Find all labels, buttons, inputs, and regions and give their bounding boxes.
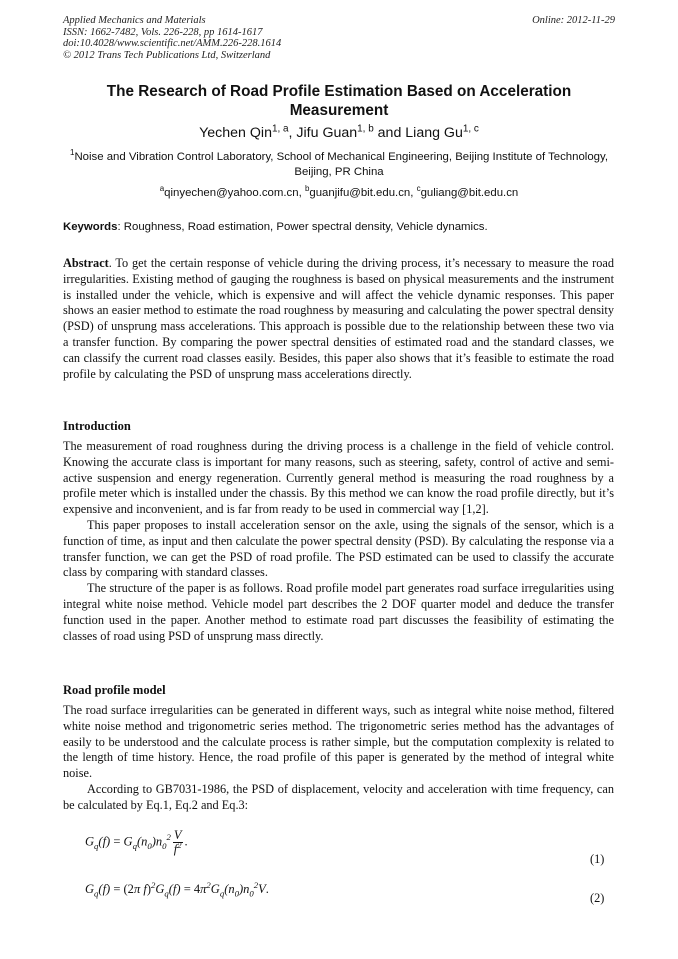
- author-name: Yechen Qin: [199, 125, 272, 141]
- author-list: Yechen Qin$^{1, a}$, Jifu Guan$^{1, b}$ and Liang Gu$^{1, c}$: [199, 123, 479, 141]
- author-sup: 1, b: [357, 123, 374, 135]
- keywords-text: : Roughness, Road estimation, Power spectral density, Vehicle dynamics.: [117, 221, 488, 233]
- paragraph: According to GB7031-1986, the PSD of displacement, velocity and acceleration with time frequency, can be calculated by Eq.1, Eq.2 and Eq.3:: [63, 781, 614, 812]
- keywords-label: Keywords: [63, 221, 118, 233]
- introduction-body: [63, 439, 614, 644]
- journal-name: Applied Mechanics and Materials: [63, 15, 206, 26]
- affiliation: [70, 150, 608, 180]
- abstract-label: Abstract: [63, 256, 109, 270]
- online-date: Online: 2012-11-29: [532, 15, 615, 26]
- paragraph: The road surface irregularities can be generated in different ways, such as integral white noise method, filtered white noise method and trigonometric series method. The trigonometric series method has the advantages of easily to be understood and the calculate process is rather simple, but the computation complexity is related to the length of time history. Hence, the road profile of this paper is generated by the method of integral white noise.: [63, 703, 614, 781]
- copyright-line: © 2012 Trans Tech Publications Ltd, Switzerland: [63, 49, 271, 61]
- email-sup: b: [304, 184, 310, 194]
- email-link[interactable]: guliang@bit.edu.cn: [420, 187, 519, 199]
- abstract-text: . To get the certain response of vehicle during the driving process, it’s necessary to measure the road irregularities. Existing method of gauging the roughness is based on physical measurements and the instrument is installed under the vehicle, which is expensive and will affect the vehicle dynamic responses. This paper shows an easier method to estimate the road roughness by measuring and calculating the power spectral density (PSD) of unsprung mass accelerations. This approach is possible due to the relationship between these two via a transfer function. By comparing the power spectral densities of estimated road and the standard classes, we can classify the current road classes easily. Besides, this paper also shows that it’s feasible to estimate the road profile by calculating the PSD of unsprung mass accelerations directly.: [63, 256, 614, 381]
- paper-title: The Research of Road Profile Estimation Based on Acceleration Measurement: [106, 83, 572, 119]
- abstract: [63, 256, 614, 382]
- issn-line: ISSN: 1662-7482, Vols. 226-228, pp 1614-1617: [63, 26, 263, 38]
- email-sup: a: [159, 184, 165, 194]
- email-list: $^a$qinyechen@yahoo.com.cn, $^b$guanjifu@bit.edu.cn, $^c$guliang@bit.edu.cn: [159, 184, 519, 199]
- author-sup: 1, a: [271, 123, 289, 135]
- equation-1-number: (1): [590, 852, 605, 866]
- road-profile-heading: Road profile model: [63, 683, 166, 697]
- equation-1: $G_q(f) = G_q(n_0)n_0^2$ $\frac{V}{f^2}$ .: [85, 828, 188, 856]
- author-name: Liang Gu: [405, 125, 463, 141]
- road-profile-body: [63, 703, 614, 814]
- running-header: [63, 15, 281, 61]
- doi-line: doi:10.4028/www.scientific.net/AMM.226-228.1614: [63, 38, 282, 49]
- equation-2: $G_q(f) = (2\pi$ $f)^2G_q(f) = 4\pi^2G_q(n_0)n_0^2V$.: [85, 879, 269, 899]
- paragraph: This paper proposes to install acceleration sensor on the axle, using the signals of the sensor, which is a function of time, as input and then calculate the power spectral density (PSD). By calculating the response via a transfer function, we can get the PSD of road profile. The PSD estimated can be used to classify the accurate class by comparing with standard classes.: [63, 517, 614, 580]
- equation-2-number: (2): [590, 891, 605, 905]
- author-sup: 1, c: [462, 123, 479, 135]
- paragraph: The structure of the paper is as follows. Road profile model part generates road surface irregularities using integral white noise method. Vehicle model part describes the 2 DOF quarter model and deduce the transfer function used in the paper. Another method to estimate road part discusses the feasibility of estimating the classes of road using PSD of unsprung mass directly.: [63, 581, 614, 643]
- email-sup: c: [416, 184, 421, 194]
- paragraph: The measurement of road roughness during the driving process is a challenge in the field of vehicle control. Knowing the accurate class is important for many reasons, such as steering, safety, control of active and semi-active suspension and energy regeneration. Currently general method is measuring the road roughness by a profile meter which is installed under the chassis. By this method we can know the road profile directly, but it’s expensive and inconvenient, and is far from ready to be used in commercial way [1,2].: [63, 439, 614, 517]
- affiliation-sup: 1: [70, 148, 75, 158]
- author-name: Jifu Guan: [296, 125, 358, 141]
- introduction-heading: Introduction: [63, 419, 131, 433]
- email-link[interactable]: qinyechen@yahoo.com.cn: [164, 187, 299, 199]
- affiliation-text: Noise and Vibration Control Laboratory, School of Mechanical Engineering, Beijing Institute of Technology, Beijing, PR China: [74, 151, 609, 178]
- keywords: [63, 220, 615, 235]
- email-link[interactable]: guanjifu@bit.edu.cn: [309, 187, 411, 199]
